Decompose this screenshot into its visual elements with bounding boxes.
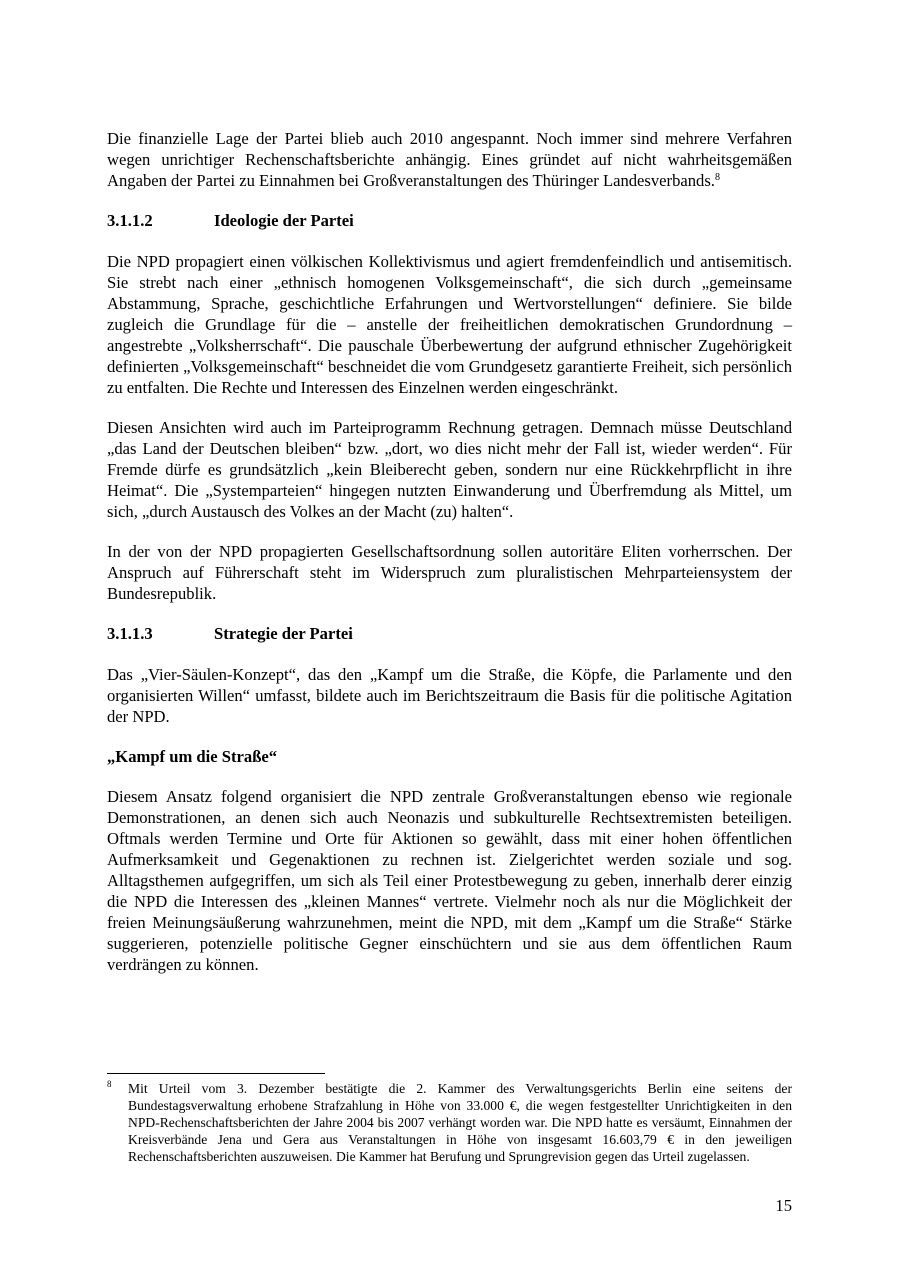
subheading-kampf-um-die-strasse: „Kampf um die Straße“: [107, 747, 278, 766]
section-heading-strategie: [107, 623, 792, 644]
footnote-reference[interactable]: 8: [714, 172, 720, 183]
footnote-text: Mit Urteil vom 3. Dezember bestätigte die 2. Kammer des Verwaltungsgerichts Berlin eine seitens der Bundestagsverwaltung erhobene Strafzahlung in Höhe von 33.000 €, die wegen festgestellter Unrichtigkeiten in den NPD-Rechenschaftsberichten der Jahre 2004 bis 2007 verhängt worden war. Die NPD hatte es versäumt, Einnahmen der Kreisverbände Jena und Gera aus Veranstaltungen in Höhe von insgesamt 16.603,79 € in den jeweiligen Rechenschaftsberichten auszuweisen. Die Kammer hat Berufung und Sprungrevision gegen das Urteil zugelassen.: [128, 1081, 792, 1164]
section-title: Ideologie der Partei: [214, 211, 354, 230]
footnote-mark: 8: [107, 1079, 112, 1089]
footnote-separator: [107, 1073, 325, 1074]
section-heading-ideologie: [107, 210, 792, 231]
paragraph-four-pillars: Das „Vier-Säulen-Konzept“, das den „Kampf um die Straße, die Köpfe, die Parlamente und den organisierten Willen“ umfasst, bildete auch im Berichtszeitraum die Basis für die politische Agitation der NPD.: [107, 665, 792, 726]
paragraph-ideology: Die NPD propagiert einen völkischen Kollektivismus und agiert fremdenfeindlich und antisemitisch. Sie strebt nach einer „ethnisch homogenen Volksgemeinschaft“, die sich durch „gemeinsame Abstammung, Sprache, geschichtliche Erfahrungen und Wertvorstellungen“ definiere. Sie bilde zugleich die Grundlage für die – anstelle der freiheitlichen demokratischen Grundordnung – angestrebte „Volksherrschaft“. Die pauschale Überbewertung der aufgrund ethnischer Zugehörigkeit definierten „Volksgemeinschaft“ beschneidet die vom Grundgesetz garantierte Freiheit, sich persönlich zu entfalten. Die Rechte und Interessen des Einzelnen werden eingeschränkt.: [107, 252, 792, 397]
paragraph-street-strategy: Diesem Ansatz folgend organisiert die NPD zentrale Großveranstaltungen ebenso wie regionale Demonstrationen, an denen sich auch Neonazis und subkulturelle Rechtsextremisten beteiligen. Oftmals werden Termine und Orte für Aktionen so gewählt, dass mit einer hohen öffentlichen Aufmerksamkeit und Gegenaktionen zu rechnen ist. Zielgerichtet werden soziale und sog. Alltagsthemen aufgegriffen, um sich als Teil einer Protestbewegung zu geben, innerhalb derer einzig die NPD die Interessen des „kleinen Mannes“ vertrete. Vielmehr noch als nur die Möglichkeit der freien Meinungsäußerung wahrzunehmen, meint die NPD, mit dem „Kampf um die Straße“ Stärke suggerieren, potenzielle politische Gegner einschüchtern und sie aus dem öffentlichen Raum verdrängen zu können.: [107, 787, 792, 974]
section-title: Strategie der Partei: [214, 624, 353, 643]
paragraph-finances: [107, 128, 792, 191]
footnote: [107, 1080, 792, 1165]
section-number: 3.1.1.3: [107, 624, 153, 643]
section-number: 3.1.1.2: [107, 211, 153, 230]
paragraph-party-program: Diesen Ansichten wird auch im Parteiprogramm Rechnung getragen. Demnach müsse Deutschland „das Land der Deutschen bleiben“ bzw. „dort, wo dies nicht mehr der Fall ist, wieder werden“. Für Fremde dürfe es grundsätzlich „kein Bleiberecht geben, sondern nur eine Rückkehrpflicht in ihre Heimat“. Die „Systemparteien“ hingegen nutzten Einwanderung und Überfremdung als Mittel, um sich, „durch Austausch des Volkes an der Macht (zu) halten“.: [107, 418, 792, 521]
paragraph-social-order: In der von der NPD propagierten Gesellschaftsordnung sollen autoritäre Eliten vorherrschen. Der Anspruch auf Führerschaft steht im Widerspruch zum pluralistischen Mehrparteiensystem der Bundesrepublik.: [107, 542, 792, 603]
paragraph-finances-text: Die finanzielle Lage der Partei blieb auch 2010 angespannt. Noch immer sind mehrere Verfahren wegen unrichtiger Rechenschaftsberichte anhängig. Eines gründet auf nicht wahrheitsgemäßen Angaben der Partei zu Einnahmen bei Großveranstaltungen des Thüringer Landesverbands.: [107, 129, 792, 190]
page-number: 15: [775, 1196, 792, 1215]
page-body: [107, 128, 792, 994]
